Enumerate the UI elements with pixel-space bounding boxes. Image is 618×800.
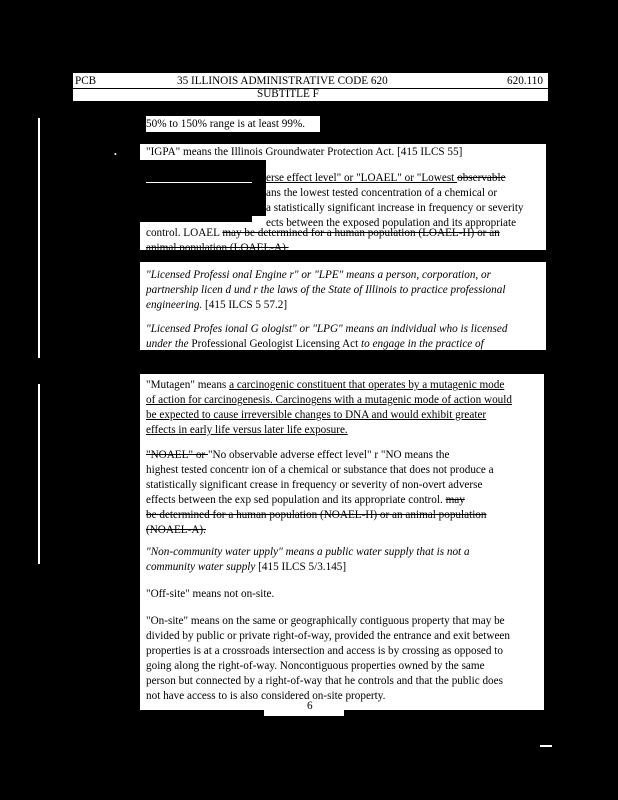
igpa-definition: "IGPA" means the Illinois Groundwater Protection Act. [415 ILCS 55] [146,146,463,158]
redaction-block-1 [140,160,252,222]
onsite-definition: "On-site" means on the same or geographically contiguous property that may be divided by public or private right-of-way, provided the entrance and exit between properties is at a crossroads intersection and access is by crossing as opposed to going along the right-of-way. Noncontiguous properties owned by the same person but connected by a right-of-way that he controls and that the public does not have access to is also considered on-site property. [146,615,510,702]
header-center: 35 ILLINOIS ADMINISTRATIVE CODE 620 [177,75,388,87]
noael-definition: "NOAEL" or "No observable adverse effect level" r "NO means the highest tested concentr ion of a chemical or substance that does not produce a statistically significant crease in frequency or severity of non-overt adverse effects between the exp sed population and its appropriate control. may be determined for a human population (NOAEL-H) or an animal population (NOAEL-A). [146,449,494,536]
loael-line-4: ects between the exposed population and its appropriate [266,217,517,229]
page-number: 6 [307,700,313,712]
right-margin-mark [540,745,552,747]
loael-line-1: erse effect level" or "LOAEL" or "Lowest observable [266,172,506,184]
header-left: PCB [75,75,97,87]
loael-line-5: control. LOAEL may be determined for a human population (LOAEL-H) or an [146,227,500,239]
bullet: • [114,150,117,159]
mutagen-definition: "Mutagen" means a carcinogenic constituent that operates by a mutagenic mode of action for carcinogenesis. Carcinogens with a mutagenic mode of action would be expected to cause irreversible changes to DNA and would exhibit greater effects in early life versus later life exposure. [146,379,512,436]
left-margin-mark-2 [38,384,40,564]
loael-line-2: ans the lowest tested concentration of a chemical or [266,187,498,199]
offsite-definition: "Off-site" means not on-site. [146,588,275,600]
lpe-definition: "Licensed Professi onal Engine r" or "LPE" means a person, corporation, or partnership licen d und r the laws of the State of Illinois to practice professional engineering. [415 ILCS 5 57.2] [146,269,506,311]
left-margin-mark-1 [38,118,40,358]
ncws-definition: "Non-community water upply" means a public water supply that is not a community water supply [415 ILCS 5/3.145] [146,546,470,573]
loael-rule [146,182,252,183]
loael-line-6: animal population (LOAEL-A). [146,242,289,254]
lpg-definition: "Licensed Profes ional G ologist" or "LPG" means an individual who is licensed under the Professional Geologist Licensing Act to engage in the practice of professional geology in Illinois. [225 ILCS 745/15] [146,323,508,365]
partial-line: 50% to 150% range is at least 99%. [146,118,306,130]
header-right: 620.110 [507,75,543,87]
header-subtitle: SUBTITLE F [257,88,319,100]
loael-line-3: a statistically significant increase in frequency or severity [266,202,524,214]
redaction-block-2 [252,160,266,216]
